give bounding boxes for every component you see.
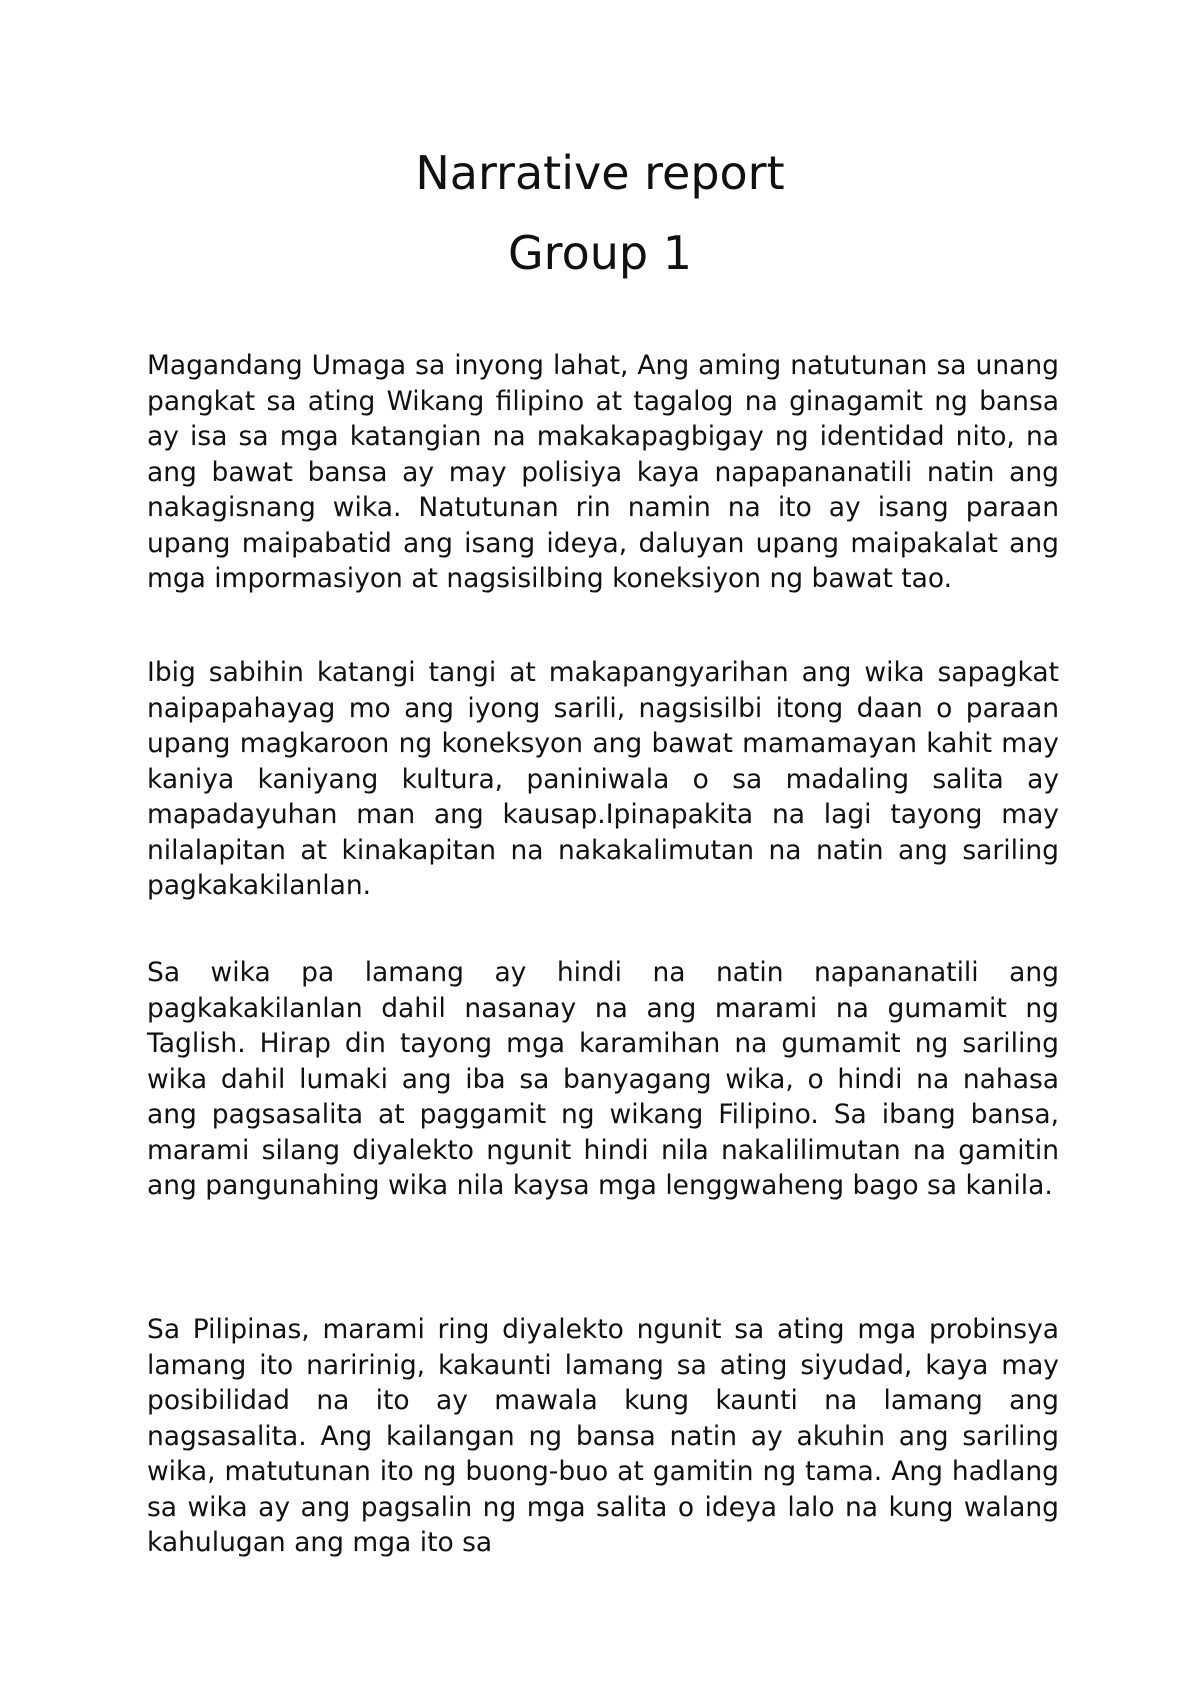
paragraph-1: Magandang Umaga sa inyong lahat, Ang aming natutunan sa unang pangkat sa ating Wikang filipino at tagalog na ginagamit ng bansa ay isa sa mga katangian na makakapagbigay ng identidad nito, na ang bawat bansa ay may polisiya kaya napapananatili natin ang nakagisnang wika. Natutunan rin namin na ito ay isang paraan upang maipabatid ang isang ideya, daluyan upang maipakalat ang mga impormasiyon at nagsisilbing koneksiyon ng bawat tao. bbox=[147, 350, 1059, 594]
paragraph-4: Sa Pilipinas, marami ring diyalekto ngunit sa ating mga probinsya lamang ito naririnig, kakaunti lamang sa ating siyudad, kaya may posibilidad na ito ay mawala kung kaunti na lamang ang nagsasalita. Ang kailangan ng bansa natin ay akuhin ang sariling wika, matutunan ito ng buong-buo at gamitin ng tama. Ang hadlang sa wika ay ang pagsalin ng mga salita o ideya lalo na kung walang kahulugan ang mga ito sa bbox=[147, 1314, 1059, 1558]
paragraph-2: Ibig sabihin katangi tangi at makapangyarihan ang wika sapagkat naipapahayag mo ang iyong sarili, nagsisilbi itong daan o paraan upang magkaroon ng koneksyon ang bawat mamamayan kahit may kaniya kaniyang kultura, paniniwala o sa madaling salita ay mapadayuhan man ang kausap.Ipinapakita na lagi tayong may nilalapitan at kinakapitan na nakakalimutan na natin ang sariling pagkakakilanlan. bbox=[147, 657, 1059, 901]
document-title: Narrative report bbox=[415, 146, 785, 200]
document-subtitle: Group 1 bbox=[508, 226, 692, 280]
paragraph-3: Sa wika pa lamang ay hindi na natin napananatili ang pagkakakilanlan dahil nasanay na ang marami na gumamit ng Taglish. Hirap din tayong mga karamihan na gumamit ng sariling wika dahil lumaki ang iba sa banyagang wika, o hindi na nahasa ang pagsasalita at paggamit ng wikang Filipino. Sa ibang bansa, marami silang diyalekto ngunit hindi nila nakalilimutan na gamitin ang pangunahing wika nila kaysa mga lenggwaheng bago sa kanila. bbox=[147, 957, 1059, 1201]
